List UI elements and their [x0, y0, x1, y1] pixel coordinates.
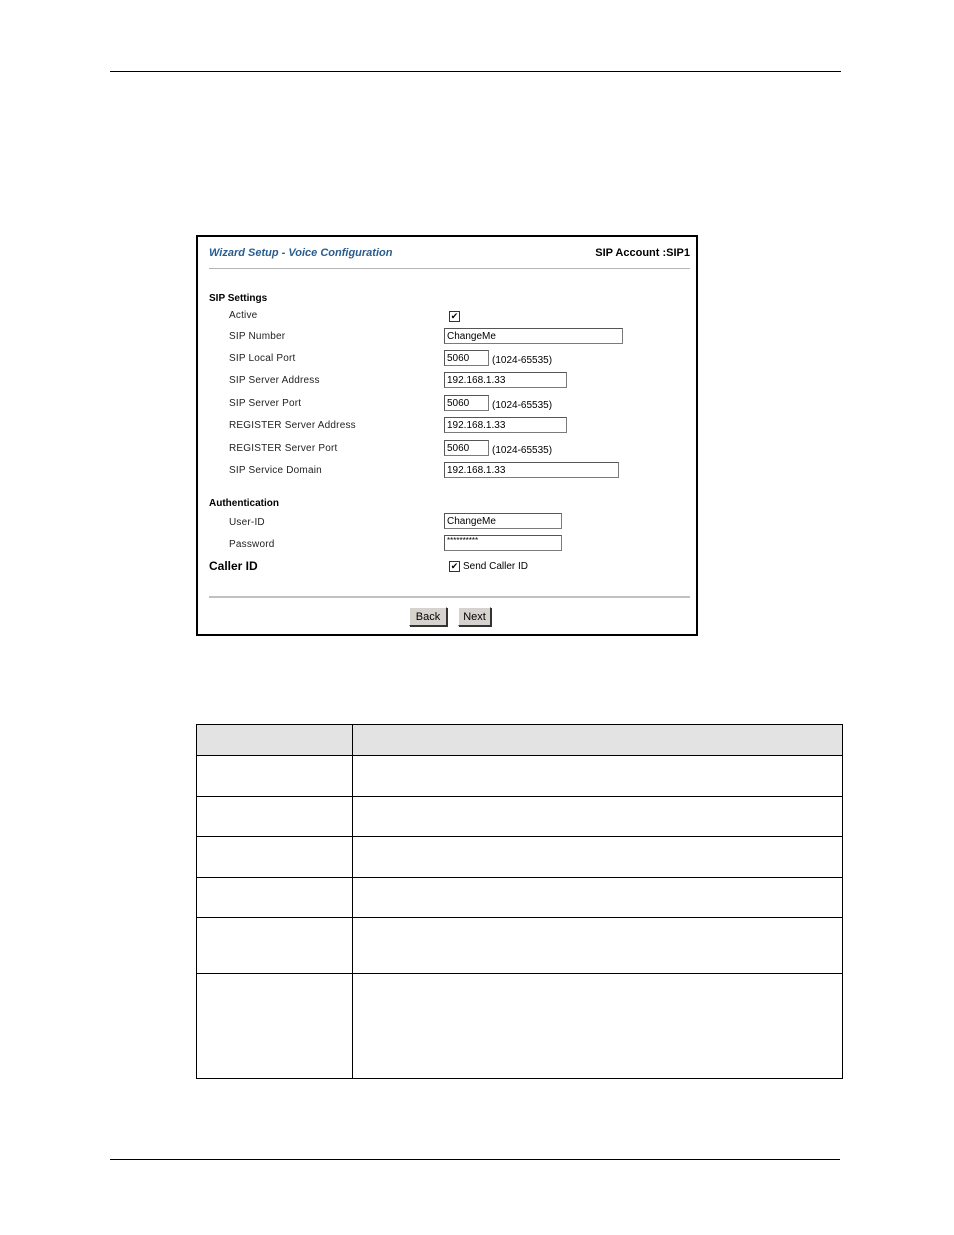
description-table: [196, 724, 843, 1079]
sip-server-port-range: (1024-65535): [492, 400, 553, 411]
table-row: [197, 974, 843, 1079]
register-server-address-label: REGISTER Server Address: [229, 420, 356, 431]
button-divider: [209, 596, 690, 598]
sip-settings-heading: SIP Settings: [209, 293, 268, 304]
password-field[interactable]: **********: [444, 535, 562, 551]
table-cell: [197, 837, 353, 878]
table-cell: [353, 756, 843, 797]
table-row: [197, 918, 843, 974]
register-server-address-field[interactable]: 192.168.1.33: [444, 417, 567, 433]
sip-service-domain-field[interactable]: 192.168.1.33: [444, 462, 619, 478]
table-cell: [197, 756, 353, 797]
table-cell: [197, 797, 353, 837]
wizard-title: Wizard Setup - Voice Configuration: [209, 247, 393, 259]
authentication-heading: Authentication: [209, 498, 279, 509]
table-cell: [353, 974, 843, 1079]
footer-rule: [110, 1159, 840, 1160]
wizard-panel: [196, 235, 698, 636]
register-server-port-field[interactable]: 5060: [444, 440, 489, 456]
sip-number-field[interactable]: ChangeMe: [444, 328, 623, 344]
table-cell: [197, 918, 353, 974]
send-caller-id-checkbox[interactable]: ✔: [450, 561, 459, 571]
next-button[interactable]: Next: [458, 607, 491, 626]
table-header-row: [197, 725, 843, 756]
sip-server-port-field[interactable]: 5060: [444, 395, 489, 411]
sip-number-label: SIP Number: [229, 331, 286, 342]
table-row: [197, 837, 843, 878]
password-label: Password: [229, 539, 275, 550]
table-row: [197, 756, 843, 797]
caller-id-heading: Caller ID: [209, 559, 258, 573]
back-button[interactable]: Back: [409, 607, 447, 626]
table-cell: [353, 837, 843, 878]
sip-account-label: SIP Account :SIP1: [595, 247, 690, 259]
sip-service-domain-label: SIP Service Domain: [229, 465, 322, 476]
register-server-port-label: REGISTER Server Port: [229, 443, 338, 454]
table-cell: [197, 974, 353, 1079]
table-row: [197, 797, 843, 837]
sip-local-port-field[interactable]: 5060: [444, 350, 489, 366]
table-header-cell: [353, 725, 843, 756]
table-row: [197, 878, 843, 918]
register-server-port-range: (1024-65535): [492, 445, 553, 456]
user-id-field[interactable]: ChangeMe: [444, 513, 562, 529]
table-cell: [353, 797, 843, 837]
sip-server-address-label: SIP Server Address: [229, 375, 320, 386]
send-caller-id-label: Send Caller ID: [463, 561, 529, 572]
table-header-cell: [197, 725, 353, 756]
sip-local-port-range: (1024-65535): [492, 355, 553, 366]
header-rule: [110, 71, 841, 72]
table-cell: [353, 918, 843, 974]
table-cell: [197, 878, 353, 918]
table-cell: [353, 878, 843, 918]
sip-server-port-label: SIP Server Port: [229, 398, 302, 409]
sip-server-address-field[interactable]: 192.168.1.33: [444, 372, 567, 388]
active-checkbox[interactable]: ✔: [450, 311, 459, 321]
active-label: Active: [229, 310, 258, 321]
title-divider: [209, 268, 690, 269]
sip-local-port-label: SIP Local Port: [229, 353, 296, 364]
user-id-label: User-ID: [229, 517, 265, 528]
